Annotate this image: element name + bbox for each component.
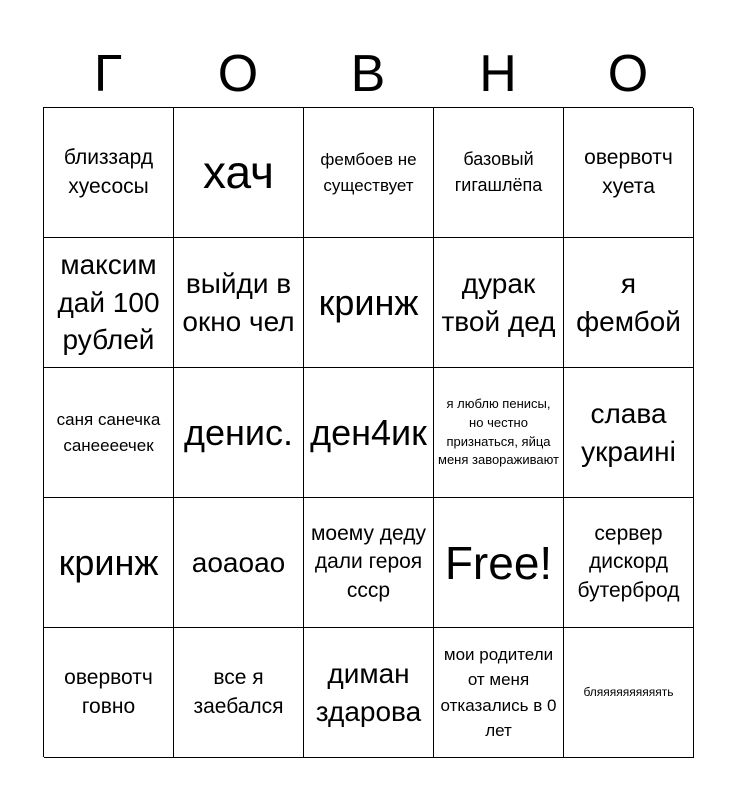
- bingo-cell[interactable]: кринж: [44, 498, 174, 628]
- bingo-cell[interactable]: овервотч говно: [44, 628, 174, 758]
- bingo-cell[interactable]: слава украині: [564, 368, 694, 498]
- bingo-cell[interactable]: я люблю пенисы, но честно признаться, яйца меня завораживают: [434, 368, 564, 498]
- bingo-cell[interactable]: кринж: [304, 238, 434, 368]
- bingo-cell[interactable]: аоаоао: [174, 498, 304, 628]
- bingo-cell[interactable]: сервер дискорд бутерброд: [564, 498, 694, 628]
- bingo-cell[interactable]: саня санечка санеееечек: [44, 368, 174, 498]
- bingo-cell[interactable]: выйди в окно чел: [174, 238, 304, 368]
- bingo-cell[interactable]: базовый гигашлёпа: [434, 108, 564, 238]
- bingo-title: [43, 40, 693, 108]
- bingo-cell[interactable]: овервотч хуета: [564, 108, 694, 238]
- bingo-cell[interactable]: денис.: [174, 368, 304, 498]
- bingo-cell[interactable]: хач: [174, 108, 304, 238]
- title-letter: Г: [93, 45, 123, 103]
- title-letter: О: [607, 45, 649, 103]
- bingo-board: [43, 107, 693, 757]
- bingo-cell[interactable]: фембоев не существует: [304, 108, 434, 238]
- bingo-cell[interactable]: близзард хуесосы: [44, 108, 174, 238]
- free-space-cell[interactable]: Free!: [434, 498, 564, 628]
- bingo-cell[interactable]: бляяяяяяяяяять: [564, 628, 694, 758]
- bingo-cell[interactable]: я фембой: [564, 238, 694, 368]
- bingo-cell[interactable]: диман здарова: [304, 628, 434, 758]
- title-letter: О: [217, 45, 259, 103]
- bingo-cell[interactable]: максим дай 100 рублей: [44, 238, 174, 368]
- bingo-cell[interactable]: все я заебался: [174, 628, 304, 758]
- title-letter: Н: [479, 45, 517, 103]
- title-letter: В: [350, 45, 386, 103]
- bingo-cell[interactable]: дурак твой дед: [434, 238, 564, 368]
- bingo-cell[interactable]: ден4ик: [304, 368, 434, 498]
- bingo-cell[interactable]: мои родители от меня отказались в 0 лет: [434, 628, 564, 758]
- bingo-cell[interactable]: моему деду дали героя ссср: [304, 498, 434, 628]
